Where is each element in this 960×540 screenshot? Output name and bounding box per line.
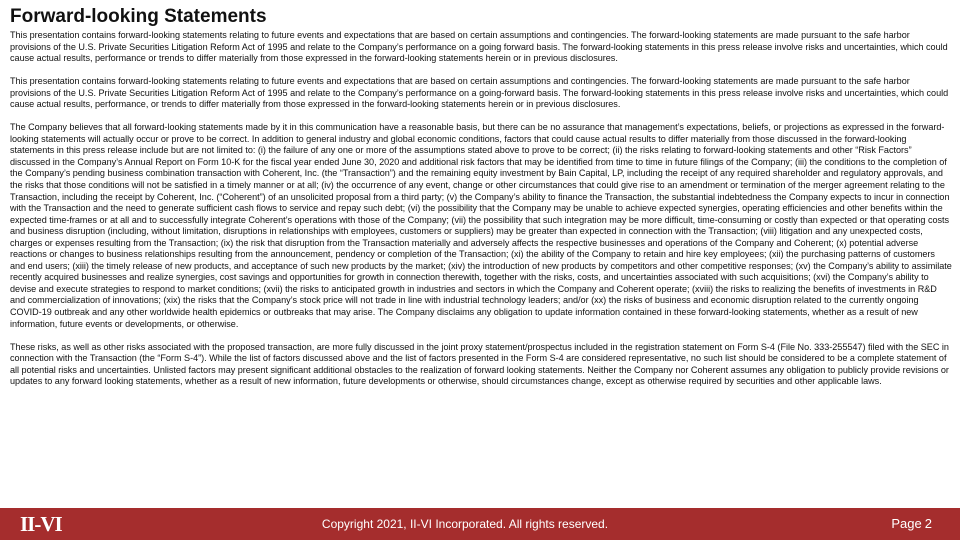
- document-body: [10, 6, 952, 399]
- paragraph-4: These risks, as well as other risks associated with the proposed transaction, are more fully discussed in the joint proxy statement/prospectus included in the registration statement on Form S-4 (File No. 333-255547) filed with the SEC in connection with the Transaction (the “Form S-4”). While the list of factors discussed above and the list of factors presented in the Form S-4 are considered representative, no such list should be considered to be a complete statement of all potential risks and uncertainties. Unlisted factors may present significant additional obstacles to the realization of forward looking statements. Neither the Company nor Coherent assumes any obligation to publicly provide revisions or updates to any forward looking statements, whether as a result of new information, future developments or otherwise, should circumstances change, except as otherwise required by securities and other applicable laws.: [10, 341, 949, 387]
- page-label: Page: [891, 516, 922, 531]
- page-number-label: [888, 516, 932, 532]
- page-number: 2: [924, 516, 932, 531]
- logo-text: II-VI: [20, 511, 62, 536]
- paragraph-3: The Company believes that all forward-looking statements made by it in this communication have a reasonable basis, but there can be no assurance that management’s expectations, beliefs, or projections as expressed in the forward-looking statements will actually occur or prove to be correct. In addition to general industry and global economic conditions, factors that could cause actual results to differ materially from those discussed in the forward-looking statements in this press release include but are not limited to: (i) the failure of any one or more of the assumptions stated above to prove to be correct; (ii) the risks relating to forward-looking statements and other “Risk Factors” discussed in the Company’s Annual Report on Form 10-K for the fiscal year ended June 30, 2020 and additional risk factors that may be identified from time to time in future filings of the Company; (iii) the conditions to the completion of the Company’s pending business combination transaction with Coherent, Inc. (the “Transaction”) and the remaining equity investment by Bain Capital, LP, including the receipt of any required shareholder and regulatory approvals, and the risks that those conditions will not be satisfied in a timely manner or at all; (iv) the occurrence of any event, change or other circumstances that could give rise to an amendment or termination of the merger agreement relating to the Transaction, including the receipt by Coherent, Inc. (“Coherent”) of an unsolicited proposal from a third party; (v) the Company’s ability to finance the Transaction, the substantial indebtedness the Company expects to incur in connection with the Transaction and the need to generate sufficient cash flows to service and repay such debt; (vi) the possibility that the Company may be unable to achieve expected synergies, operating efficiencies and other benefits within the expected time-frames or at all and to successfully integrate Coherent’s operations with those of the Company; (vii) the possibility that such integration may be more difficult, time-consuming or costly than expected or that operating costs and business disruption (including, without limitation, disruptions in relationships with employees, customers or suppliers) may be greater than expected in connection with the Transaction; (viii) litigation and any unexpected costs, charges or expenses resulting from the Transaction; (ix) the risk that disruption from the Transaction materially and adversely affects the respective businesses and operations of the Company and Coherent; (x) potential adverse reactions or changes to business relationships resulting from the announcement, pendency or completion of the Transaction; (xi) the ability of the Company to retain and hire key employees; (xii) the purchasing patterns of customers and end users; (xiii) the timely release of new products, and acceptance of such new products by the market; (xiv) the introduction of new products by competitors and other competitive responses; (xv) the Company’s ability to assimilate recently acquired businesses and realize synergies, cost savings and opportunities for growth in connection therewith, together with the risks, costs, and uncertainties associated with such acquisitions; (xvi) the Company’s ability to devise and execute strategies to respond to market conditions; (xvii) the risks to anticipated growth in industries and sectors in which the Company and Coherent operate; (xviii) the risks to realizing the benefits of investments in R&D and commercialization of innovations; (xix) the risks that the Company’s stock price will not trade in line with industrial technology leaders; and/or (xx) the risks of business and economic disruption related to the currently ongoing COVID-19 outbreak and any other worldwide health epidemics or outbreaks that may arise. The Company disclaims any obligation to update information contained in these forward-looking statements, whether as a result of new information, future events or developments, or otherwise.: [10, 122, 952, 329]
- paragraph-1: This presentation contains forward-looking statements relating to future events and expectations that are based on certain assumptions and contingencies. The forward-looking statements are made pursuant to the safe harbor provisions of the U.S. Private Securities Litigation Reform Act of 1995 and relate to the Company’s performance on a going forward basis. The forward-looking statements in this press release involve risks and uncertainties, which could cause actual results, performance or trends to differ materially from those expressed in the forward-looking statements herein or in previous disclosures.: [10, 30, 948, 64]
- page-title: Forward-looking Statements: [10, 6, 267, 27]
- paragraph-2: This presentation contains forward-looking statements relating to future events and expectations that are based on certain assumptions and contingencies. The forward-looking statements are made pursuant to the safe harbor provisions of the U.S. Private Securities Litigation Reform Act of 1995 and relate to the Company’s performance on a going-forward basis. The forward-looking statements in this press release involve risks and uncertainties, which could cause actual results, performance, or trends to differ materially from those expressed in the forward-looking statements herein or in previous disclosures.: [10, 76, 949, 110]
- copyright-text: Copyright 2021, II-VI Incorporated. All rights reserved.: [321, 517, 609, 531]
- footer-bar: [0, 508, 960, 540]
